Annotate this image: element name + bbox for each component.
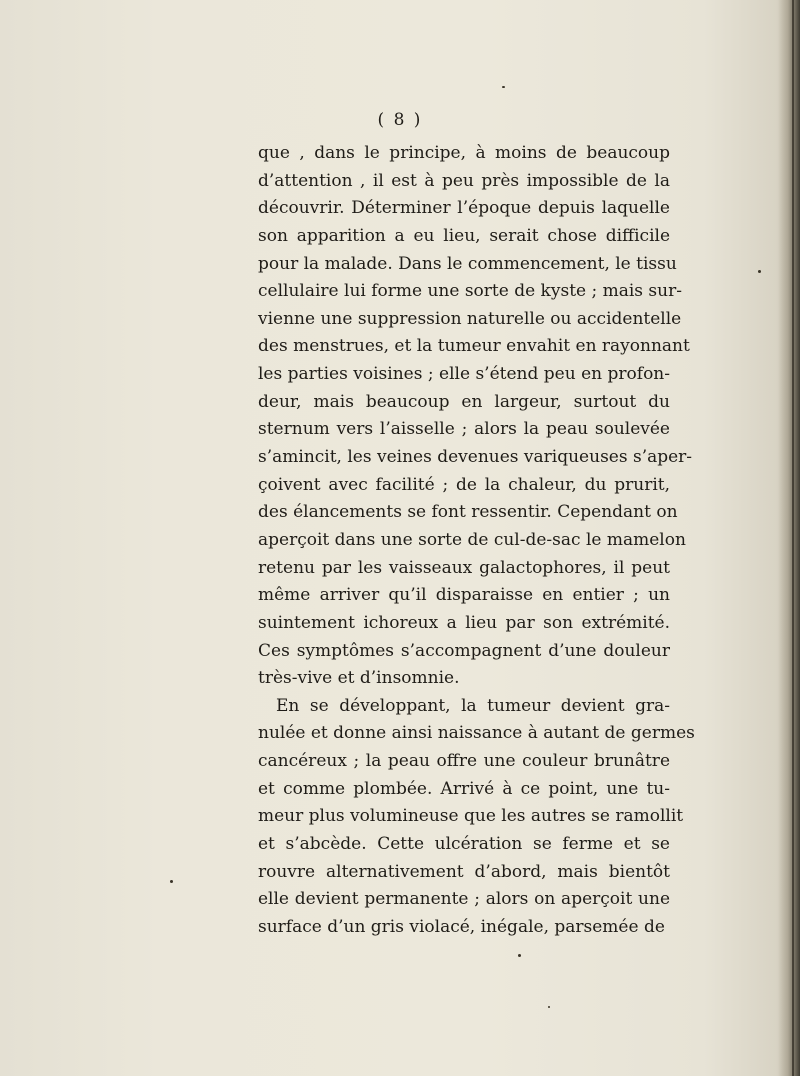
text-line: même arriver qu’il disparaisse en entier ; un	[258, 585, 670, 606]
text-line: Ces symptômes s’accompagnent d’une douleur	[258, 640, 670, 661]
text-line: rouvre alternativement d’abord, mais bientôt	[258, 861, 670, 882]
page-binding-shadow	[778, 0, 800, 1076]
paper-speck	[502, 86, 505, 88]
paper-speck	[758, 270, 761, 273]
text-line: elle devient permanente ; alors on aperçoit une	[258, 889, 670, 910]
text-line: deur, mais beaucoup en largeur, surtout du	[258, 391, 670, 412]
text-line: très-vive et d’insomnie.	[258, 668, 460, 689]
text-line: suintement ichoreux a lieu par son extrémité.	[258, 612, 670, 633]
text-line: nulée et donne ainsi naissance à autant de germes	[258, 723, 695, 744]
paper-speck	[518, 954, 521, 957]
paper-speck	[548, 1006, 550, 1008]
text-line: d’attention , il est à peu près impossible de la	[258, 170, 670, 191]
text-line: pour la malade. Dans le commencement, le tissu	[258, 253, 677, 274]
text-line: son apparition a eu lieu, serait chose difficile	[258, 225, 670, 246]
text-line: En se développant, la tumeur devient gra-	[276, 695, 670, 716]
text-line: retenu par les vaisseaux galactophores, il peut	[258, 557, 670, 578]
text-line: çoivent avec facilité ; de la chaleur, du prurit,	[258, 474, 670, 495]
body-text	[258, 140, 695, 942]
text-line: des élancements se font ressentir. Cependant on	[258, 502, 678, 523]
text-line: cancéreux ; la peau offre une couleur brunâtre	[258, 751, 670, 772]
page-number: ( 8 )	[377, 110, 423, 130]
text-line: et s’abcède. Cette ulcération se ferme et se	[258, 834, 670, 855]
text-line: s’amincit, les veines devenues variqueuses s’aper-	[258, 447, 693, 468]
text-line: surface d’un gris violacé, inégale, parsemée de	[258, 916, 665, 937]
text-line: meur plus volumineuse que les autres se ramollit	[258, 806, 684, 827]
text-line: découvrir. Déterminer l’époque depuis laquelle	[258, 198, 670, 219]
text-line: des menstrues, et la tumeur envahit en rayonnant	[258, 336, 690, 357]
text-line: vienne une suppression naturelle ou accidentelle	[258, 308, 682, 329]
text-line: aperçoit dans une sorte de cul-de-sac le mamelon	[258, 529, 686, 550]
text-line: les parties voisines ; elle s’étend peu en profon-	[258, 364, 670, 385]
paper-speck	[170, 880, 173, 883]
text-line: sternum vers l’aisselle ; alors la peau soulevée	[258, 419, 670, 440]
page-binding-edge	[792, 0, 794, 1076]
text-line: et comme plombée. Arrivé à ce point, une tu-	[258, 778, 670, 799]
text-line: cellulaire lui forme une sorte de kyste ; mais sur-	[258, 281, 682, 302]
text-line: que , dans le principe, à moins de beaucoup	[258, 143, 670, 163]
